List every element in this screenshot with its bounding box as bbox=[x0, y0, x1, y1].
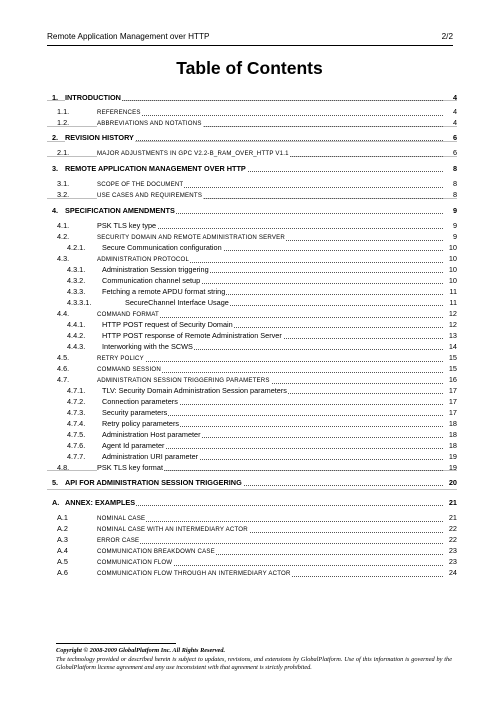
toc-entry-number: 4.7.1. bbox=[67, 386, 86, 395]
toc-entry-page: 15 bbox=[448, 364, 457, 373]
toc-entry-page: 9 bbox=[452, 206, 457, 215]
toc-entry[interactable] bbox=[47, 429, 457, 440]
toc-entry-label: REFERENCES bbox=[97, 109, 141, 116]
toc-entry[interactable] bbox=[47, 477, 457, 488]
toc-entry-label: Fetching a remote APDU format string bbox=[102, 287, 226, 296]
toc-entry-page: 13 bbox=[448, 331, 457, 340]
toc-entry[interactable] bbox=[47, 545, 457, 556]
toc-entry-page: 11 bbox=[449, 298, 457, 307]
toc-entry-number: 4.3.1. bbox=[67, 265, 86, 274]
toc-entry[interactable] bbox=[47, 567, 457, 578]
toc-entry[interactable] bbox=[47, 385, 457, 396]
toc-entry-number: 4.4. bbox=[57, 309, 70, 318]
toc-entry-label: COMMUNICATION BREAKDOWN CASE bbox=[97, 548, 215, 555]
toc-entry-label: Agent Id parameter bbox=[102, 441, 165, 450]
toc-entry-label: SCOPE OF THE DOCUMENT bbox=[97, 181, 184, 188]
toc-entry-label: COMMUNICATION FLOW bbox=[97, 559, 173, 566]
document-title: Remote Application Management over HTTP bbox=[47, 32, 210, 41]
toc-entry-label: API FOR ADMINISTRATION SESSION TRIGGERING bbox=[65, 478, 242, 487]
toc-entry-number: 4.7. bbox=[57, 375, 70, 384]
toc-entry-number: A.5 bbox=[57, 557, 68, 566]
toc-entry-label: PSK TLS key type bbox=[97, 221, 157, 230]
toc-entry-number: 5. bbox=[52, 478, 59, 487]
toc-entry-page: 18 bbox=[448, 419, 457, 428]
toc-entry[interactable] bbox=[47, 512, 457, 523]
toc-entry-number: 4.7.2. bbox=[67, 397, 86, 406]
toc-entry-number: 4.7.7. bbox=[67, 452, 86, 461]
toc-heading: Table of Contents bbox=[176, 58, 323, 78]
toc-entry[interactable] bbox=[47, 341, 457, 352]
toc-entry-number: 3.2. bbox=[57, 190, 70, 199]
copyright-notice: Copyright © 2008-2009 GlobalPlatform Inc. All Rights Reserved. bbox=[56, 647, 226, 654]
toc-entry-label: ADMINISTRATION SESSION TRIGGERING PARAMETERS bbox=[97, 377, 270, 384]
toc-entry-number: 4.8. bbox=[57, 463, 70, 472]
toc-entry[interactable] bbox=[47, 352, 457, 363]
toc-entry-label: SECURITY DOMAIN AND REMOTE ADMINISTRATION SERVER bbox=[97, 234, 286, 241]
toc-entry-label: Secure Communication configuration bbox=[102, 243, 222, 252]
toc-entry-page: 24 bbox=[448, 568, 457, 577]
toc-entry[interactable] bbox=[47, 92, 457, 103]
toc-entry-label: USE CASES AND REQUIREMENTS bbox=[97, 192, 203, 199]
toc-entry-page: 17 bbox=[448, 397, 457, 406]
toc-entry[interactable] bbox=[47, 286, 457, 297]
page-number: 2/2 bbox=[441, 32, 453, 41]
toc-entry-number: 3.1. bbox=[57, 179, 70, 188]
toc-entry-label: HTTP POST response of Remote Administration Server bbox=[102, 331, 282, 340]
toc-entry[interactable] bbox=[47, 275, 457, 286]
toc-entry-page: 9 bbox=[452, 221, 457, 230]
toc-entry[interactable] bbox=[47, 497, 457, 508]
toc-entry-label: Interworking with the SCWS bbox=[102, 342, 193, 351]
toc-entry[interactable] bbox=[47, 308, 457, 319]
toc-entry-page: 18 bbox=[448, 430, 457, 439]
toc-entry-page: 11 bbox=[449, 287, 457, 296]
toc-entry-page: 8 bbox=[452, 190, 457, 199]
footer bbox=[56, 647, 452, 673]
toc-entry[interactable] bbox=[47, 178, 457, 189]
toc-entry[interactable] bbox=[47, 363, 457, 374]
toc-entry-label: ABBREVIATIONS AND NOTATIONS bbox=[97, 120, 202, 127]
toc-entry[interactable] bbox=[47, 319, 457, 330]
toc-entry-page: 6 bbox=[452, 148, 457, 157]
toc-entry-page: 22 bbox=[448, 524, 457, 533]
toc-entry-label: SecureChannel Interface Usage bbox=[125, 298, 229, 307]
toc-entry[interactable] bbox=[47, 297, 457, 308]
toc-entry[interactable] bbox=[47, 147, 457, 158]
toc-entry-number: 4.3. bbox=[57, 254, 70, 263]
toc-entry-number: A.3 bbox=[57, 535, 68, 544]
toc-entry-page: 4 bbox=[452, 93, 457, 102]
toc-entry[interactable] bbox=[47, 451, 457, 462]
toc-entry-page: 23 bbox=[448, 546, 457, 555]
toc-entry-page: 21 bbox=[448, 498, 457, 507]
toc-entry-page: 20 bbox=[448, 478, 457, 487]
toc-entry-page: 16 bbox=[448, 375, 457, 384]
toc-entry-number: 4.4.1. bbox=[67, 320, 86, 329]
toc-entry[interactable] bbox=[47, 106, 457, 117]
toc-entry-label: ADMINISTRATION PROTOCOL bbox=[97, 256, 190, 263]
license-notice: The technology provided or described herein is subject to updates, revisions, and extensions by GlobalPlatform. Use of this information is governed by the GlobalPlatform license agreement and any use inconsistent with that agreement is strictly prohibited. bbox=[56, 656, 452, 672]
toc-entry-number: 1. bbox=[52, 93, 59, 102]
toc-entry-page: 8 bbox=[452, 164, 457, 173]
toc-entry[interactable] bbox=[47, 523, 457, 534]
toc-entry-number: 1.1. bbox=[57, 107, 70, 116]
toc-entry-number: 4.2. bbox=[57, 232, 70, 241]
toc-entry-page: 23 bbox=[448, 557, 457, 566]
toc-entry[interactable] bbox=[47, 189, 457, 200]
toc-entry-page: 17 bbox=[448, 386, 457, 395]
toc-entry-label: NOMINAL CASE bbox=[97, 515, 146, 522]
toc-entry-label: Communication channel setup bbox=[102, 276, 201, 285]
toc-entry-number: 4.7.4. bbox=[67, 419, 86, 428]
toc-entry-number: 4.4.3. bbox=[67, 342, 86, 351]
toc-entry-number: 2.1. bbox=[57, 148, 70, 157]
toc-entry-page: 15 bbox=[448, 353, 457, 362]
toc-entry-number: 4. bbox=[52, 206, 59, 215]
toc-entry-page: 18 bbox=[448, 441, 457, 450]
toc-entry-label: REMOTE APPLICATION MANAGEMENT OVER HTTP bbox=[65, 164, 246, 173]
toc-entry-label: COMMAND SESSION bbox=[97, 366, 161, 373]
toc-entry[interactable] bbox=[47, 117, 457, 128]
toc-entry[interactable] bbox=[47, 407, 457, 418]
toc-entry-page: 10 bbox=[448, 254, 457, 263]
toc-entry[interactable] bbox=[47, 534, 457, 545]
toc-entry-label: Security parameters bbox=[102, 408, 168, 417]
toc-entry-page: 8 bbox=[452, 179, 457, 188]
toc-entry-number: 4.1. bbox=[57, 221, 70, 230]
toc-entry-page: 19 bbox=[448, 463, 457, 472]
toc-entry-label: INTRODUCTION bbox=[65, 93, 121, 102]
toc-entry-label: ERROR CASE bbox=[97, 537, 140, 544]
toc-entry[interactable] bbox=[47, 231, 457, 242]
toc-entry-page: 12 bbox=[448, 309, 457, 318]
toc-entry-number: 4.7.5. bbox=[67, 430, 86, 439]
dot-leader bbox=[97, 521, 443, 522]
toc-entry-number: 4.3.2. bbox=[67, 276, 86, 285]
toc-entry[interactable] bbox=[47, 374, 457, 385]
page-header bbox=[47, 32, 453, 44]
toc-entry[interactable] bbox=[47, 440, 457, 451]
toc-entry-number: A.1 bbox=[57, 513, 68, 522]
toc-entry-page: 9 bbox=[452, 232, 457, 241]
toc-entry-label: TLV: Security Domain Administration Session parameters bbox=[102, 386, 287, 395]
toc-entry-label: SPECIFICATION AMENDMENTS bbox=[65, 206, 175, 215]
toc-entry[interactable] bbox=[47, 253, 457, 264]
toc-entry-number: 4.2.1. bbox=[67, 243, 86, 252]
toc-entry[interactable] bbox=[47, 264, 457, 275]
toc-entry-label: COMMUNICATION FLOW THROUGH AN INTERMEDIARY ACTOR bbox=[97, 570, 291, 577]
footer-rule bbox=[56, 643, 176, 644]
toc-entry-number: 4.7.6. bbox=[67, 441, 86, 450]
toc-entry[interactable] bbox=[47, 132, 457, 143]
toc-entry[interactable] bbox=[47, 556, 457, 567]
toc-entry-page: 22 bbox=[448, 535, 457, 544]
toc-entry-label: Administration Host parameter bbox=[102, 430, 201, 439]
toc-entry[interactable] bbox=[47, 205, 457, 216]
toc-entry[interactable] bbox=[47, 163, 457, 174]
toc-entry-number: A.6 bbox=[57, 568, 68, 577]
toc-entry-number: 4.3.3. bbox=[67, 287, 86, 296]
toc-entry-page: 19 bbox=[448, 452, 457, 461]
dot-leader bbox=[97, 115, 443, 116]
toc-entry-number: 3. bbox=[52, 164, 59, 173]
toc-entry[interactable] bbox=[47, 462, 457, 473]
toc-entry-page: 10 bbox=[448, 265, 457, 274]
toc-entry-number: 4.7.3. bbox=[67, 408, 86, 417]
toc-entry-label: REVISION HISTORY bbox=[65, 133, 134, 142]
toc-entry[interactable] bbox=[47, 220, 457, 231]
header-rule bbox=[47, 45, 453, 46]
toc-entry-page: 14 bbox=[448, 342, 457, 351]
toc-entry[interactable] bbox=[47, 418, 457, 429]
toc-entry-label: RETRY POLICY bbox=[97, 355, 144, 362]
toc-entry[interactable] bbox=[47, 242, 457, 253]
toc-entry-label: Administration Session triggering bbox=[102, 265, 209, 274]
toc-entry-label: Administration URI parameter bbox=[102, 452, 199, 461]
toc-entry-number: 4.5. bbox=[57, 353, 70, 362]
toc-entry-label: HTTP POST request of Security Domain bbox=[102, 320, 233, 329]
toc-entry-page: 4 bbox=[452, 118, 457, 127]
toc-entry[interactable] bbox=[47, 330, 457, 341]
toc-entry-number: A. bbox=[52, 498, 60, 507]
toc-entry-label: ANNEX: EXAMPLES bbox=[65, 498, 136, 507]
toc-entry-number: A.2 bbox=[57, 524, 68, 533]
section-divider bbox=[47, 489, 457, 490]
toc-entry-number: 1.2. bbox=[57, 118, 70, 127]
toc-entry-label: NOMINAL CASE WITH AN INTERMEDIARY ACTOR bbox=[97, 526, 248, 533]
toc-entry-label: PSK TLS key format bbox=[97, 463, 163, 472]
toc-entry-page: 21 bbox=[448, 513, 457, 522]
dot-leader bbox=[97, 361, 443, 362]
toc-entry-page: 17 bbox=[448, 408, 457, 417]
toc-entry-number: 4.4.2. bbox=[67, 331, 86, 340]
toc-entry[interactable] bbox=[47, 396, 457, 407]
toc-entry-page: 10 bbox=[448, 243, 457, 252]
toc-entry-page: 6 bbox=[452, 133, 457, 142]
toc-entry-number: 2. bbox=[52, 133, 59, 142]
toc-entry-page: 4 bbox=[452, 107, 457, 116]
toc-entry-label: Connection parameters bbox=[102, 397, 178, 406]
toc-entry-label: MAJOR ADJUSTMENTS IN GPC V2.2-B_RAM_OVER_HTTP V1.1 bbox=[97, 150, 289, 157]
toc-entry-page: 12 bbox=[448, 320, 457, 329]
toc-entry-label: Retry policy parameters bbox=[102, 419, 180, 428]
toc-entry-number: A.4 bbox=[57, 546, 68, 555]
toc-entry-number: 4.6. bbox=[57, 364, 70, 373]
toc-entry-number: 4.3.3.1. bbox=[67, 298, 92, 307]
dot-leader bbox=[97, 543, 443, 544]
toc-entry-page: 10 bbox=[448, 276, 457, 285]
toc-entry-label: COMMAND FORMAT bbox=[97, 311, 159, 318]
